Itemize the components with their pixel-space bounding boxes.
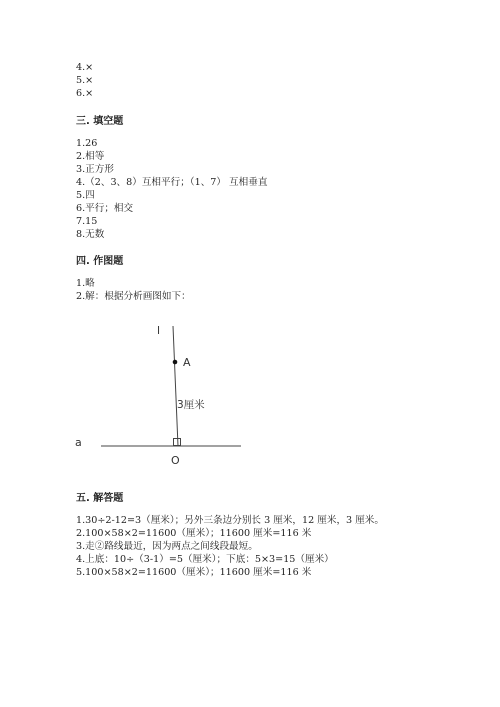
answer-line: 7.15 [76,216,98,227]
answer-line: 6.平行；相交 [76,203,134,214]
answer-line: 3.走②路线最近，因为两点之间线段最短。 [76,541,258,552]
answer-line: 4.（2、3、8）互相平行；（1、7） 互相垂直 [76,177,268,188]
answer-line: 1.26 [76,138,98,149]
label-line-l: l [157,324,161,337]
answer-line: 3.正方形 [76,164,114,175]
section-heading-drawing: 四. 作图题 [76,256,124,267]
answer-line: 5.100×58×2=11600（厘米）；11600 厘米=116 米 [76,567,312,578]
right-angle-mark [174,439,181,446]
answer-line: 1.30÷2-12=3（厘米）；另外三条边分别长 3 厘米，12 厘米，3 厘米。 [76,515,384,526]
line-l [173,326,178,446]
section-heading-solutions: 五. 解答题 [76,493,124,504]
answer-line: 4.上底：10÷（3-1）=5（厘米）；下底：5×3=15（厘米） [76,554,334,565]
answer-line: 1.略 [76,278,95,289]
answer-line: 8.无数 [76,229,105,240]
section-heading-fill-blanks: 三. 填空题 [76,116,124,127]
answer-line: 5.四 [76,190,95,201]
label-distance: 3厘米 [177,399,205,411]
answer-line: 2.相等 [76,151,105,162]
label-point-o: O [171,454,180,467]
label-line-a: a [75,436,82,449]
point-a-dot [173,360,178,365]
answer-line: 6.× [76,88,94,99]
answer-line: 5.× [76,75,94,86]
answer-line: 2.100×58×2=11600（厘米）；11600 厘米=116 米 [76,528,312,539]
answer-line: 2.解：根据分析画图如下： [76,291,191,302]
label-point-a: A [183,356,191,369]
answer-line: 4.× [76,62,94,73]
